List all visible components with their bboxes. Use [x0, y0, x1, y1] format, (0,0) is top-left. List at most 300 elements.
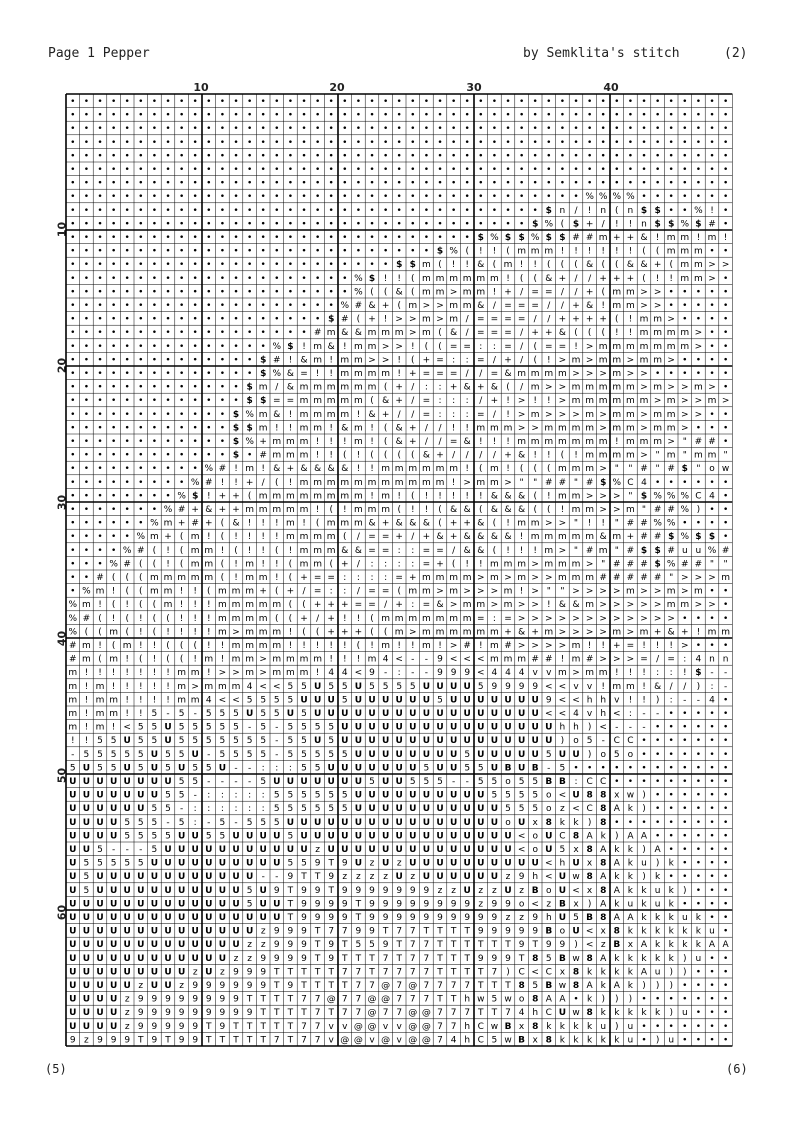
stitch-symbol: U [124, 940, 131, 950]
stitch-symbol: k [601, 981, 607, 991]
stitch-symbol: % [681, 505, 690, 515]
stitch-symbol: > [409, 315, 417, 325]
stitch-symbol: m [232, 600, 241, 610]
stitch-symbol: ! [166, 627, 170, 637]
stitch-symbol: • [247, 179, 252, 189]
stitch-symbol: • [573, 138, 578, 148]
stitch-symbol: • [179, 219, 184, 229]
stitch-symbol: 9 [274, 886, 280, 896]
stitch-symbol: # [504, 641, 512, 651]
stitch-symbol: ! [357, 451, 361, 461]
stitch-symbol: U [532, 723, 539, 733]
stitch-symbol: ! [615, 437, 619, 447]
stitch-symbol: • [641, 995, 646, 1005]
stitch-symbol: m [286, 437, 295, 447]
stitch-symbol: • [397, 138, 402, 148]
stitch-symbol: 8 [600, 804, 606, 814]
stitch-symbol: U [300, 845, 307, 855]
stitch-symbol: ! [234, 464, 238, 474]
stitch-symbol: : [438, 410, 441, 420]
stitch-symbol: U [219, 940, 226, 950]
stitch-symbol: ! [493, 287, 497, 297]
stitch-symbol: • [301, 151, 306, 161]
stitch-symbol: = [477, 355, 485, 365]
stitch-symbol: 5 [288, 791, 294, 801]
stitch-symbol: • [179, 165, 184, 175]
stitch-symbol: z [506, 872, 511, 882]
stitch-symbol: " [656, 451, 660, 461]
stitch-symbol: • [614, 777, 619, 787]
stitch-symbol: k [655, 913, 661, 923]
stitch-symbol: 5 [247, 886, 253, 896]
stitch-symbol: = [477, 614, 485, 624]
stitch-symbol: 7 [410, 954, 416, 964]
stitch-symbol: m [558, 559, 567, 569]
stitch-symbol: z [601, 940, 606, 950]
stitch-symbol: % [354, 274, 363, 284]
stitch-symbol: U [83, 967, 90, 977]
stitch-symbol: 9 [288, 872, 294, 882]
stitch-symbol: m [164, 519, 173, 529]
stitch-symbol: • [696, 872, 701, 882]
stitch-symbol: 9 [519, 940, 525, 950]
stitch-symbol: 5 [233, 709, 239, 719]
stitch-symbol: 7 [437, 1022, 443, 1032]
stitch-symbol: • [220, 260, 225, 270]
stitch-symbol: • [723, 614, 728, 624]
stitch-symbol: + [259, 437, 267, 447]
stitch-symbol: m [245, 627, 254, 637]
stitch-symbol: • [723, 872, 728, 882]
stitch-symbol: @ [368, 995, 377, 1005]
stitch-symbol: • [288, 206, 293, 216]
stitch-symbol: T [327, 967, 334, 977]
stitch-symbol: 5 [560, 763, 566, 773]
stitch-symbol: m [612, 423, 621, 433]
stitch-symbol: U [110, 777, 117, 787]
stitch-symbol: + [219, 505, 227, 515]
stitch-symbol: > [586, 355, 594, 365]
stitch-symbol: U [178, 899, 185, 909]
stitch-symbol: 8 [546, 818, 552, 828]
stitch-symbol: > [518, 600, 526, 610]
stitch-symbol: T [273, 1008, 280, 1018]
stitch-symbol: • [669, 206, 674, 216]
stitch-symbol: U [246, 927, 253, 937]
stitch-symbol: • [369, 247, 374, 257]
stitch-symbol: & [668, 627, 675, 637]
stitch-symbol: m [504, 423, 513, 433]
stitch-symbol: U [328, 709, 335, 719]
stitch-symbol: ! [465, 464, 469, 474]
stitch-symbol: > [722, 396, 730, 406]
stitch-symbol: • [111, 315, 116, 325]
stitch-symbol: U [450, 818, 457, 828]
stitch-symbol: - [384, 668, 387, 678]
stitch-symbol: • [179, 274, 184, 284]
stitch-symbol: m [463, 573, 472, 583]
stitch-symbol: • [369, 206, 374, 216]
stitch-symbol: > [640, 301, 648, 311]
stitch-symbol: 5 [546, 954, 552, 964]
stitch-symbol: m [354, 423, 363, 433]
stitch-symbol: m [680, 328, 689, 338]
stitch-symbol: ( [275, 587, 279, 597]
stitch-symbol: k [669, 899, 675, 909]
stitch-symbol: > [436, 587, 444, 597]
stitch-symbol: x [533, 818, 539, 828]
stitch-symbol: ) [683, 954, 687, 964]
stitch-symbol: U [232, 899, 239, 909]
stitch-symbol: ! [343, 505, 347, 515]
stitch-symbol: > [708, 600, 716, 610]
stitch-symbol: • [655, 478, 660, 488]
stitch-symbol: • [723, 954, 728, 964]
stitch-symbol: • [152, 328, 157, 338]
stitch-symbol: 5 [220, 723, 226, 733]
stitch-symbol: ( [139, 600, 143, 610]
stitch-symbol: • [329, 247, 334, 257]
stitch-symbol: • [669, 804, 674, 814]
stitch-symbol: C [586, 804, 592, 814]
stitch-symbol: • [274, 111, 279, 121]
stitch-symbol: + [545, 328, 553, 338]
stitch-symbol: U [110, 804, 117, 814]
stitch-symbol: $ [641, 206, 647, 216]
stitch-symbol: • [492, 206, 497, 216]
stitch-symbol: U [273, 777, 280, 787]
stitch-symbol: U [192, 927, 199, 937]
stitch-symbol: ( [533, 464, 537, 474]
stitch-symbol: • [97, 301, 102, 311]
stitch-symbol: • [723, 886, 728, 896]
stitch-symbol: • [723, 355, 728, 365]
stitch-symbol: U [436, 723, 443, 733]
stitch-symbol: m [449, 627, 458, 637]
stitch-symbol: = [518, 301, 526, 311]
stitch-symbol: • [70, 192, 75, 202]
stitch-symbol: • [165, 478, 170, 488]
stitch-symbol: ( [506, 247, 510, 257]
stitch-symbol: U [96, 1022, 103, 1032]
stitch-symbol: 4 [492, 668, 498, 678]
stitch-symbol: k [669, 954, 675, 964]
stitch-symbol: • [696, 423, 701, 433]
stitch-symbol: m [517, 573, 526, 583]
stitch-symbol: 9 [301, 913, 307, 923]
stitch-symbol: ( [85, 627, 89, 637]
stitch-symbol: $ [654, 559, 660, 569]
stitch-symbol: m [300, 655, 309, 665]
stitch-symbol: • [70, 396, 75, 406]
stitch-symbol: : [370, 573, 373, 583]
stitch-symbol: ( [506, 383, 510, 393]
stitch-symbol: ) [588, 899, 592, 909]
stitch-symbol: • [220, 383, 225, 393]
stitch-symbol: 5 [587, 736, 593, 746]
stitch-symbol: U [219, 859, 226, 869]
stitch-symbol: • [342, 124, 347, 134]
stitch-symbol: k [669, 913, 675, 923]
stitch-symbol: • [165, 151, 170, 161]
stitch-symbol: > [463, 587, 471, 597]
stitch-symbol: • [111, 491, 116, 501]
stitch-symbol: 7 [410, 967, 416, 977]
stitch-symbol: C [627, 736, 633, 746]
stitch-symbol: • [247, 124, 252, 134]
stitch-symbol: # [586, 655, 594, 665]
stitch-symbol: • [206, 328, 211, 338]
stitch-symbol: • [669, 179, 674, 189]
stitch-symbol: • [247, 315, 252, 325]
stitch-symbol: • [70, 219, 75, 229]
stitch-symbol: < [559, 709, 567, 719]
stitch-symbol: ! [275, 559, 279, 569]
stitch-symbol: m [436, 627, 445, 637]
stitch-symbol: & [355, 328, 362, 338]
stitch-symbol: 7 [383, 967, 389, 977]
stitch-symbol: = [463, 342, 471, 352]
stitch-symbol: # [273, 355, 281, 365]
stitch-symbol: A [723, 940, 730, 950]
stitch-symbol: ( [370, 451, 374, 461]
stitch-symbol: T [477, 967, 484, 977]
stitch-symbol: • [723, 845, 728, 855]
stitch-symbol: u [682, 1008, 688, 1018]
stitch-symbol: m [449, 274, 458, 284]
stitch-symbol: ( [221, 519, 225, 529]
stitch-symbol: = [504, 614, 512, 624]
stitch-symbol: C [518, 967, 524, 977]
stitch-symbol: z [492, 886, 497, 896]
stitch-symbol: : [493, 342, 496, 352]
stitch-symbol: • [70, 410, 75, 420]
stitch-symbol: • [70, 179, 75, 189]
stitch-symbol: • [70, 124, 75, 134]
stitch-symbol: > [695, 342, 703, 352]
stitch-symbol: A [641, 831, 648, 841]
stitch-symbol: ) [669, 981, 673, 991]
stitch-symbol: • [641, 750, 646, 760]
stitch-symbol: m [572, 532, 581, 542]
stitch-symbol: • [315, 111, 320, 121]
stitch-symbol: 9 [560, 940, 566, 950]
stitch-symbol: m [626, 587, 635, 597]
stitch-symbol: m [721, 573, 730, 583]
stitch-symbol: ! [221, 641, 225, 651]
stitch-symbol: • [587, 111, 592, 121]
stitch-symbol: • [288, 260, 293, 270]
stitch-symbol: x [587, 859, 593, 869]
stitch-symbol: 9 [274, 940, 280, 950]
stitch-symbol: T [246, 1022, 253, 1032]
stitch-symbol: • [125, 342, 130, 352]
stitch-symbol: • [356, 206, 361, 216]
stitch-symbol: T [477, 981, 484, 991]
stitch-symbol: • [70, 505, 75, 515]
stitch-symbol: # [627, 559, 635, 569]
stitch-symbol: T [164, 1035, 171, 1045]
stitch-symbol: ! [629, 219, 633, 229]
stitch-symbol: m [476, 287, 485, 297]
stitch-symbol: U [450, 750, 457, 760]
stitch-symbol: m [354, 355, 363, 365]
stitch-symbol: T [341, 981, 348, 991]
stitch-symbol: • [709, 995, 714, 1005]
stitch-symbol: U [572, 859, 579, 869]
stitch-symbol: • [723, 423, 728, 433]
stitch-symbol: 7 [315, 1022, 321, 1032]
stitch-symbol: w [722, 464, 729, 474]
stitch-symbol: m [558, 437, 567, 447]
stitch-symbol: U [341, 818, 348, 828]
stitch-symbol: • [111, 464, 116, 474]
stitch-symbol: ( [615, 315, 619, 325]
stitch-symbol: • [84, 491, 89, 501]
stitch-symbol: • [193, 437, 198, 447]
stitch-symbol: • [193, 287, 198, 297]
stitch-symbol: • [97, 274, 102, 284]
stitch-symbol: 5 [492, 791, 498, 801]
stitch-symbol: ( [112, 573, 116, 583]
stitch-symbol: C [546, 1008, 552, 1018]
stitch-symbol: ( [561, 260, 565, 270]
stitch-symbol: u [600, 1022, 606, 1032]
stitch-symbol: % [164, 505, 173, 515]
stitch-symbol: 5 [301, 736, 307, 746]
stitch-symbol: > [695, 600, 703, 610]
stitch-symbol: • [709, 97, 714, 107]
stitch-symbol: ! [601, 641, 605, 651]
stitch-symbol: • [369, 260, 374, 270]
stitch-symbol: • [519, 206, 524, 216]
stitch-symbol: m [463, 600, 472, 610]
stitch-symbol: ! [601, 301, 605, 311]
stitch-symbol: 5 [437, 695, 443, 705]
stitch-symbol: T [450, 967, 457, 977]
stitch-symbol: ! [261, 532, 265, 542]
stitch-symbol: • [478, 138, 483, 148]
stitch-symbol: > [586, 491, 594, 501]
stitch-symbol: 9 [124, 1035, 130, 1045]
stitch-symbol: • [519, 165, 524, 175]
stitch-symbol: • [709, 478, 714, 488]
stitch-symbol: • [111, 437, 116, 447]
stitch-symbol: = [382, 546, 390, 556]
stitch-symbol: & [205, 505, 212, 515]
stitch-symbol: • [70, 328, 75, 338]
stitch-symbol: m [585, 505, 594, 515]
stitch-symbol: 8 [600, 818, 606, 828]
stitch-symbol: + [627, 233, 635, 243]
stitch-symbol: - [180, 804, 183, 814]
stitch-symbol: m [572, 423, 581, 433]
stitch-symbol: m [544, 559, 553, 569]
stitch-symbol: < [586, 940, 594, 950]
stitch-symbol: • [233, 151, 238, 161]
stitch-symbol: 7 [356, 1008, 362, 1018]
stitch-symbol: • [247, 328, 252, 338]
stitch-symbol: m [300, 410, 309, 420]
stitch-symbol: U [436, 804, 443, 814]
stitch-symbol: < [395, 655, 403, 665]
stitch-symbol: ( [166, 655, 170, 665]
stitch-symbol: m [680, 260, 689, 270]
stitch-symbol: % [123, 546, 132, 556]
stitch-symbol: U [409, 763, 416, 773]
stitch-symbol: • [655, 995, 660, 1005]
stitch-symbol: • [84, 423, 89, 433]
stitch-symbol: k [546, 1022, 552, 1032]
stitch-symbol: / [411, 396, 415, 406]
stitch-symbol: m [517, 519, 526, 529]
stitch-symbol: • [682, 179, 687, 189]
stitch-symbol: + [559, 274, 567, 284]
stitch-symbol: v [383, 1022, 389, 1032]
stitch-symbol: 7 [410, 927, 416, 937]
stitch-symbol: • [97, 124, 102, 134]
stitch-symbol: • [410, 138, 415, 148]
stitch-symbol: k [560, 818, 566, 828]
stitch-symbol: + [232, 491, 240, 501]
stitch-symbol: ( [533, 355, 537, 365]
stitch-symbol: ! [261, 546, 265, 556]
stitch-symbol: " [642, 505, 646, 515]
stitch-symbol: > [477, 573, 485, 583]
stitch-symbol: > [654, 301, 662, 311]
stitch-symbol: w [572, 872, 579, 882]
stitch-symbol: u [641, 859, 647, 869]
stitch-symbol: m [463, 287, 472, 297]
stitch-symbol: • [723, 709, 728, 719]
stitch-symbol: • [301, 97, 306, 107]
stitch-symbol: • [709, 709, 714, 719]
stitch-symbol: ( [656, 247, 660, 257]
stitch-symbol: ! [629, 328, 633, 338]
stitch-symbol: 5 [301, 859, 307, 869]
stitch-symbol: > [695, 410, 703, 420]
stitch-symbol: • [723, 179, 728, 189]
stitch-symbol: • [301, 192, 306, 202]
stitch-symbol: • [696, 763, 701, 773]
stitch-symbol: • [397, 247, 402, 257]
stitch-symbol: ( [384, 451, 388, 461]
stitch-symbol: U [219, 954, 226, 964]
stitch-symbol: U [409, 845, 416, 855]
stitch-symbol: • [111, 165, 116, 175]
stitch-symbol: : [493, 614, 496, 624]
stitch-symbol: m [272, 655, 281, 665]
stitch-symbol: ! [316, 437, 320, 447]
stitch-symbol: • [492, 97, 497, 107]
stitch-symbol: @ [368, 1022, 377, 1032]
stitch-symbol: • [138, 165, 143, 175]
stitch-symbol: m [272, 600, 281, 610]
stitch-symbol: & [545, 274, 552, 284]
stitch-symbol: 9 [315, 859, 321, 869]
stitch-symbol: = [491, 328, 499, 338]
stitch-symbol: h [600, 709, 606, 719]
stitch-symbol: • [84, 192, 89, 202]
stitch-symbol: • [288, 97, 293, 107]
stitch-symbol: + [572, 301, 580, 311]
stitch-symbol: • [505, 219, 510, 229]
stitch-symbol: • [165, 287, 170, 297]
stitch-symbol: m [667, 587, 676, 597]
stitch-symbol: U [423, 750, 430, 760]
stitch-symbol: $ [654, 219, 660, 229]
stitch-symbol: U [164, 940, 171, 950]
